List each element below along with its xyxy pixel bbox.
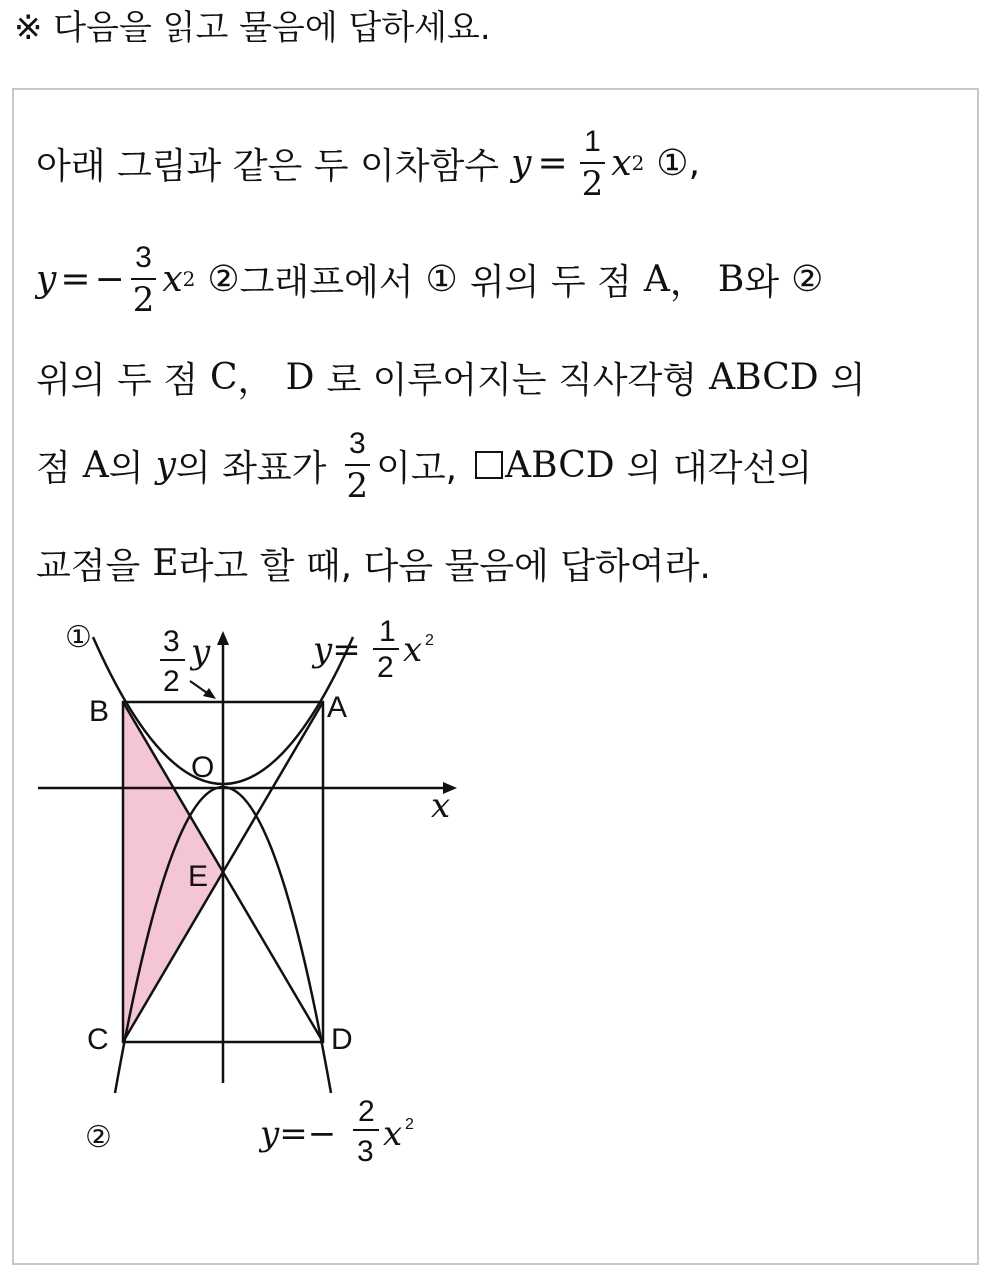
circled-2: ② (791, 258, 824, 300)
problem-line-3 (36, 352, 865, 403)
point-A: A (82, 444, 109, 486)
circled-1: ① (656, 142, 689, 184)
label-E: E (188, 860, 209, 893)
eq1-num: 1 (379, 615, 396, 648)
graph-figure (25, 605, 465, 1175)
text: 위의 두 점 (36, 360, 198, 401)
text: 점 (36, 447, 71, 489)
exponent: 2 (182, 267, 196, 291)
eq2-den: 3 (357, 1135, 374, 1168)
eq2-lhs: y=− (260, 1114, 337, 1154)
text: 아래 그림과 같은 두 이차함수 (36, 145, 500, 187)
equals: = (60, 258, 91, 300)
marker-frac-den: 2 (163, 665, 180, 698)
point-C: C (210, 357, 238, 398)
eq1-lhs: y= (313, 630, 361, 670)
text: 그래프에서 (239, 261, 414, 303)
text: 교점을 (36, 546, 141, 587)
rect-ABCD: ABCD (709, 357, 819, 398)
problem-line-4 (36, 424, 812, 506)
text: 의 (108, 447, 144, 489)
fraction-3-2 (129, 238, 159, 320)
point-D: D (285, 357, 315, 398)
label-B: B (89, 695, 110, 728)
text: 의 좌표가 (175, 447, 327, 489)
label-x: x (431, 786, 451, 826)
label-A: A (327, 691, 348, 724)
point-B: B (717, 258, 745, 300)
circled-2: ② (207, 258, 240, 300)
instruction-text: ※ 다음을 읽고 물음에 답하세요. (14, 8, 491, 48)
square-symbol (475, 451, 503, 479)
eq1-exponent: 2 (425, 632, 434, 649)
label-D: D (331, 1023, 353, 1056)
var-y: y (36, 258, 57, 300)
point-E: E (152, 543, 179, 584)
text: 라고 할 때, 다음 물음에 답하여라. (178, 546, 711, 587)
denominator: 2 (346, 466, 369, 506)
text: 의 (830, 360, 866, 401)
point-A: A (643, 258, 670, 300)
var-x: x (611, 142, 632, 184)
var-x: x (162, 258, 183, 300)
problem-line-2 (36, 238, 823, 320)
label-y: y (191, 632, 211, 672)
text: 이고, (376, 447, 458, 489)
fraction-1-2 (578, 122, 608, 204)
text: 로 이루어지는 직사각형 (326, 360, 698, 401)
comma: , (688, 142, 701, 184)
fullwidth-comma: ， (237, 360, 274, 401)
text: 위의 두 점 (469, 261, 632, 303)
label-circled-2: ② (85, 1121, 112, 1154)
label-O: O (191, 751, 215, 784)
circled-1: ① (425, 258, 458, 300)
label-C: C (87, 1023, 109, 1056)
y-axis-arrow (217, 631, 229, 645)
eq2-x: x (383, 1114, 403, 1154)
rect-ABCD: ABCD (505, 444, 615, 486)
problem-line-5 (36, 538, 711, 589)
text: 의 대각선의 (626, 447, 812, 489)
eq2-num: 2 (358, 1095, 375, 1128)
problem-line-1 (36, 122, 700, 204)
eq2-exponent: 2 (405, 1116, 414, 1133)
eq1-den: 2 (377, 651, 394, 684)
minus: − (94, 258, 125, 300)
var-y: y (155, 444, 176, 486)
numerator: 3 (345, 424, 370, 466)
equals: = (537, 142, 568, 184)
label-circled-1: ① (65, 621, 92, 654)
numerator: 3 (131, 238, 156, 280)
exponent: 2 (631, 151, 645, 175)
var-y: y (511, 142, 532, 184)
text: 와 (744, 261, 780, 303)
denominator: 2 (581, 164, 604, 204)
marker-arrow-head (203, 688, 216, 699)
fullwidth-comma: ， (669, 261, 706, 303)
numerator: 1 (580, 122, 605, 164)
eq1-x: x (403, 630, 423, 670)
denominator: 2 (132, 280, 155, 320)
marker-frac-num: 3 (163, 625, 180, 658)
fraction-3-2 (342, 424, 372, 506)
